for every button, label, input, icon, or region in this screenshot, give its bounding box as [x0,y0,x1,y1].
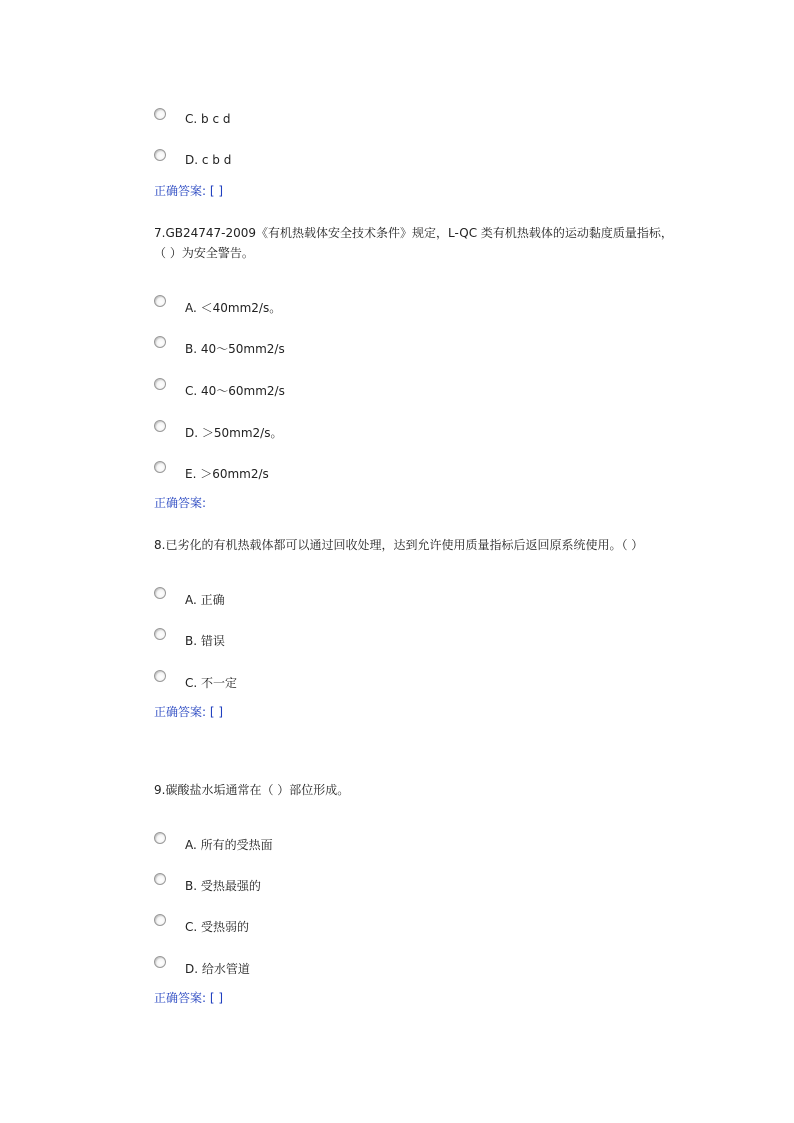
option-label: D. 给水管道 [185,962,250,976]
q7-text-line2: （ ）为安全警告。 [154,246,254,260]
radio-button-icon[interactable] [154,108,166,120]
q6-correct-answer: 正确答案: [ ] [154,184,224,198]
radio-button-icon[interactable] [154,378,166,390]
option-label: A. 所有的受热面 [185,838,273,852]
option-label: A. 正确 [185,593,225,607]
radio-button-icon[interactable] [154,587,166,599]
q8-text: 8.已劣化的有机热载体都可以通过回收处理，达到允许使用质量指标后返回原系统使用。（ ） [154,538,644,552]
option-label: D. c b d [185,153,232,167]
q7-text-line1: 7.GB24747-2009《有机热载体安全技术条件》规定，L-QC 类有机热载体的运动黏度质量指标， [154,226,673,240]
radio-button-icon[interactable] [154,914,166,926]
option-label: B. 40～50mm2/s [185,342,285,356]
radio-button-icon[interactable] [154,628,166,640]
option-label: D. ＞50mm2/s。 [185,426,283,440]
q9-correct-answer: 正确答案: [ ] [154,991,224,1005]
radio-button-icon[interactable] [154,149,166,161]
option-label: A. ＜40mm2/s。 [185,301,282,315]
option-label: E. ＞60mm2/s [185,467,269,481]
radio-button-icon[interactable] [154,461,166,473]
q9-text: 9.碳酸盐水垢通常在（ ）部位形成。 [154,783,350,797]
option-label: C. 40～60mm2/s [185,384,285,398]
radio-button-icon[interactable] [154,336,166,348]
radio-button-icon[interactable] [154,295,166,307]
radio-button-icon[interactable] [154,670,166,682]
option-label: B. 错误 [185,634,225,648]
radio-button-icon[interactable] [154,420,166,432]
option-label: C. b c d [185,112,231,126]
radio-button-icon[interactable] [154,956,166,968]
option-label: C. 不一定 [185,676,238,690]
radio-button-icon[interactable] [154,832,166,844]
option-label: C. 受热弱的 [185,920,250,934]
radio-button-icon[interactable] [154,873,166,885]
q7-correct-answer: 正确答案: [154,496,207,510]
q8-correct-answer: 正确答案: [ ] [154,705,224,719]
option-label: B. 受热最强的 [185,879,261,893]
